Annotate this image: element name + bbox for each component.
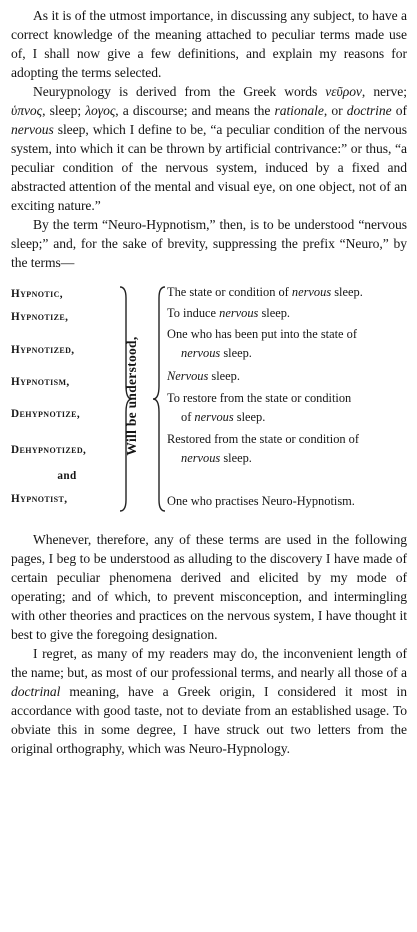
greek-word-logos: λογος [85,103,116,118]
paragraph-usage: Whenever, therefore, any of these terms are used in the following pages, I beg to be understood as alluding to the discovery I have made of certain peculiar phenomena derived and elicited by my mode of operating; and of which, to prevent misconception, and intermingling with other theories and practices on the nervous system, I have thought it best to give the foregoing designation. [11,532,407,642]
paragraph-terms-intro: By the term “Neuro-Hypnotism,” then, is to be understood “nervous sleep;” and, for the sake of brevity, suppressing the prefix “Neuro,” by the terms— [11,217,407,270]
left-curly-brace-icon [151,286,167,512]
definitions-table [11,284,407,516]
emphasis-nervous: nervous [219,306,259,320]
paragraph-intro: As it is of the utmost importance, in discussing any subject, to have a correct knowledge of the meaning attached to peculiar terms made use of, I shall now give a few definitions, and explain my reasons for adopting the terms selected. [11,8,407,80]
emphasis-nervous: nervous [291,285,332,299]
text-run: I regret, as many of my readers may do, the inconvenient length of the name; but, as most of our professional terms, and nearly all those of a [11,646,407,680]
term-dehypnotized: Dehypnotized, [11,444,87,456]
meaning-dehypnotized-continued [181,450,252,467]
meaning-dehypnotized: Restored from the state or condition of [167,432,360,446]
text-run: sleep. [220,346,252,360]
emphasis-nervous: nervous [11,122,54,137]
greek-word-hypnos: ὑπνος [11,103,43,118]
term-and: and [57,470,77,482]
text-run: sleep. [331,285,363,299]
text-run: sleep. [258,306,291,320]
meaning-dehypnotize: To restore from the state or condition [167,391,352,405]
emphasis-rationale: rationale [274,103,324,118]
paragraph-regret [11,644,407,758]
text-run: , sleep; [42,103,86,118]
meaning-hypnotic [167,284,363,301]
meaning-hypnotism [167,368,240,385]
greek-word-neuron: νεῦρον [325,84,362,99]
meaning-dehypnotize-continued [181,409,265,426]
paragraph-etymology [11,82,407,215]
text-run: sleep, which I define to be, “a peculiar condition of the nervous system, into which it can be thrown by artificial contrivance:” or thus, “a peculiar condition of the nervous system, induced by a fixed and abstracted attention of the mental and visual eye, on one object, not of an exciting nature.” [11,122,407,213]
term-hypnotized: Hypnotized, [11,344,75,356]
term-hypnotism: Hypnotism, [11,376,70,388]
meaning-hypnotize [167,305,290,322]
meaning-hypnotized: One who has been put into the state of [167,327,357,341]
emphasis-nervous: nervous [194,410,234,424]
term-hypnotist: Hypnotist, [11,493,68,505]
text-run: sleep. [233,410,266,424]
text-run: , a discourse; and means the [115,103,275,118]
term-hypnotize: Hypnotize, [11,311,69,323]
text-run: of [181,410,195,424]
emphasis-nervous: Nervous [167,369,209,383]
text-run: sleep. [208,369,240,383]
text-run: of [391,103,407,118]
text-run: meaning, have a Greek origin, I considered it most in accordance with good taste, not to deviate from an established usage. To obviate this in some degree, I have struck out two letters from the original orthography, which was Neuro-Hypnology. [11,684,407,756]
term-hypnotic: Hypnotic, [11,288,63,300]
text-run: , nerve; [361,84,407,99]
text-run: Neurypnology is derived from the Greek words [33,84,326,99]
emphasis-doctrine: doctrine [346,103,392,118]
text-run: To induce [167,306,220,320]
emphasis-nervous: nervous [181,346,221,360]
meaning-hypnotist: One who practises Neuro-Hypnotism. [167,494,355,508]
text-run: The state or condition of [167,285,292,299]
text-run: , or [323,103,347,118]
term-dehypnotize: Dehypnotize, [11,408,81,420]
bracket-label: Will be understood, [124,336,139,456]
emphasis-doctrinal: doctrinal [11,684,61,699]
text-run: sleep. [220,451,252,465]
emphasis-nervous: nervous [181,451,221,465]
meaning-hypnotized-continued [181,345,252,362]
